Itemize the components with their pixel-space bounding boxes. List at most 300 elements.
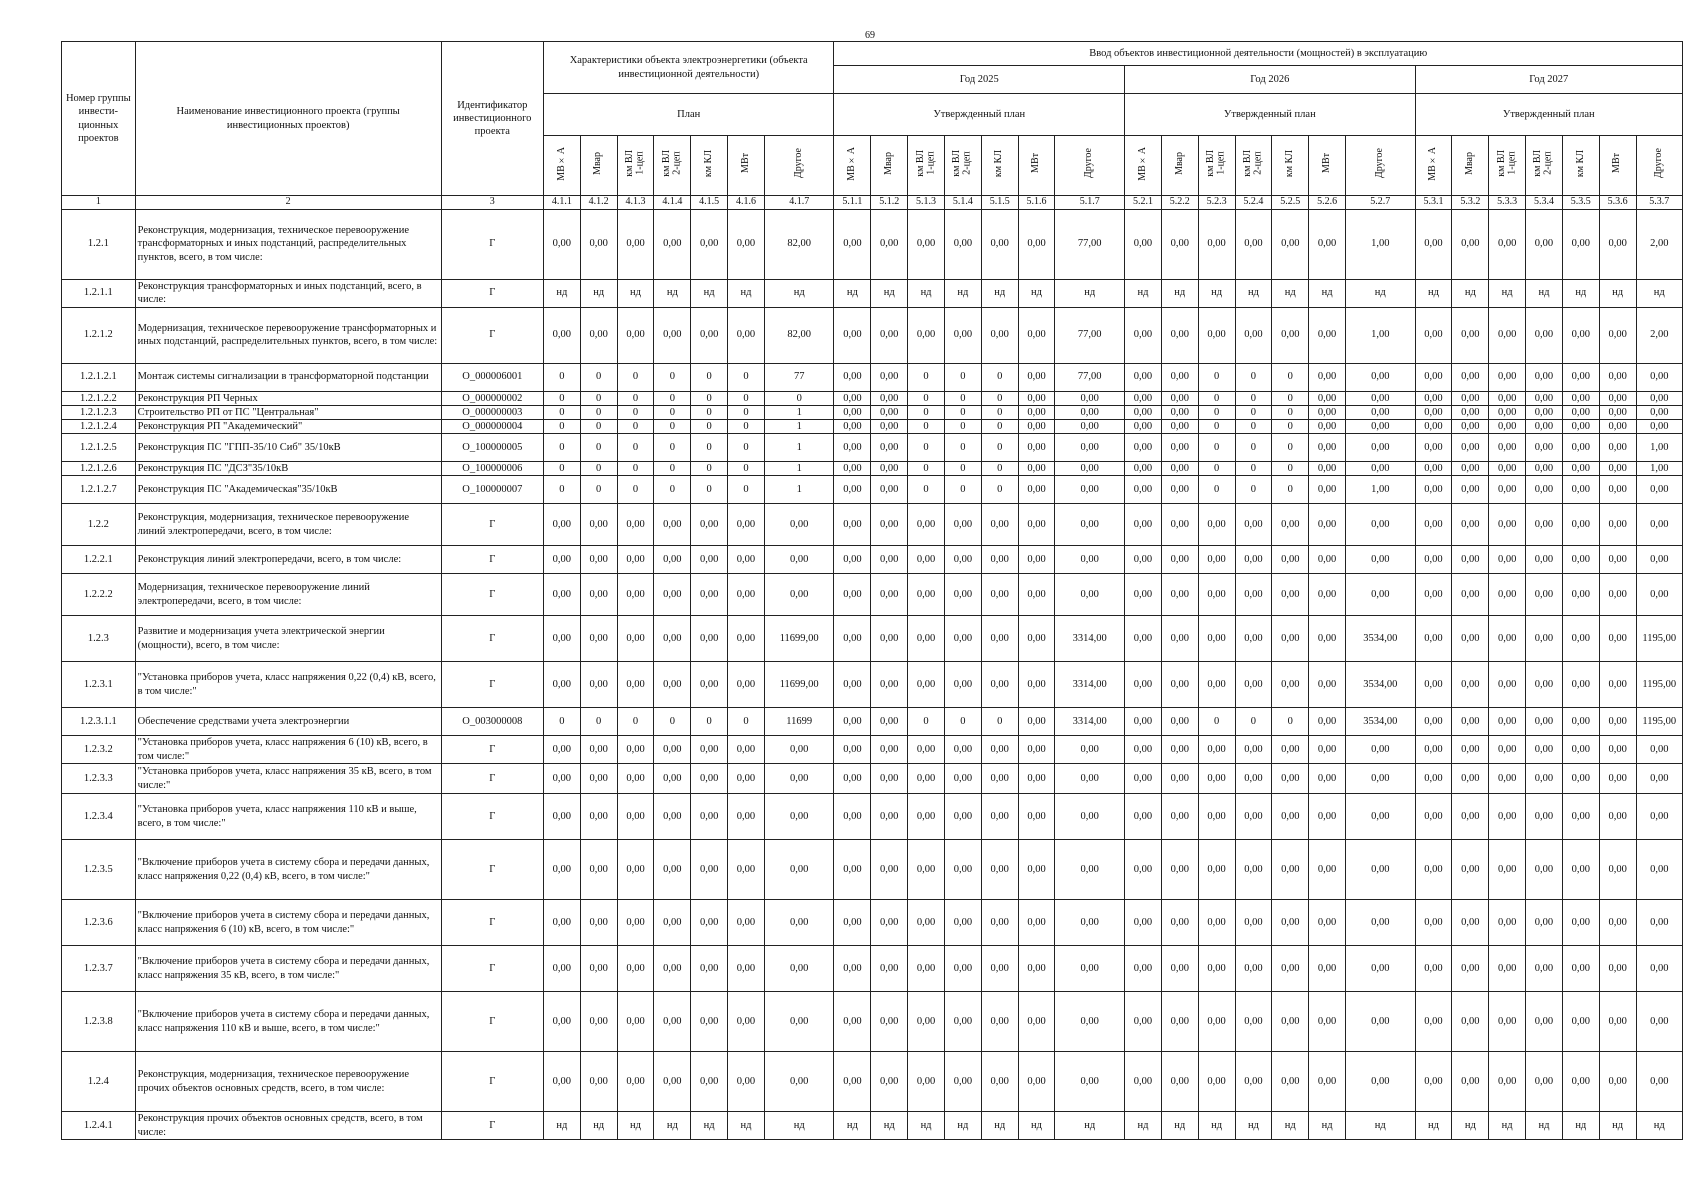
row-value-cell: 3534,00 [1346,662,1416,708]
row-project-name: Реконструкция, модернизация, техническое перевооружение трансформаторных и иных подстанций, распределительных пунктов, всего, в том числе: [135,209,441,279]
row-value-cell: 0 [691,708,728,736]
column-number: 5.1.1 [834,196,871,210]
row-value-cell: 0,00 [1198,764,1235,794]
row-value-cell: 0,00 [728,504,765,546]
row-value-cell: 0,00 [1235,900,1272,946]
column-number: 5.3.3 [1489,196,1526,210]
row-value-cell: 0,00 [1599,616,1636,662]
row-value-cell: 0,00 [871,504,908,546]
row-value-cell: 0,00 [1599,662,1636,708]
header-unit [1415,136,1452,196]
row-value-cell: 0,00 [728,662,765,708]
column-number: 1 [62,196,136,210]
row-value-cell: 0,00 [871,662,908,708]
row-value-cell: 0,00 [1489,546,1526,574]
column-number: 4.1.7 [764,196,834,210]
row-project-id: Г [441,209,543,279]
row-value-cell: 0,00 [1452,1052,1489,1112]
row-value-cell: 0,00 [654,574,691,616]
row-value-cell: 0 [617,476,654,504]
header-unit-label: МВ×А [1427,146,1439,181]
row-value-cell: 0,00 [1415,900,1452,946]
row-value-cell: 0 [1235,461,1272,475]
row-group-number: 1.2.1.2.6 [62,461,136,475]
row-project-name: Модернизация, техническое перевооружение трансформаторных и иных подстанций, распределительных пунктов, всего, в том числе: [135,307,441,363]
row-project-name: "Установка приборов учета, класс напряжения 0,22 (0,4) кВ, всего, в том числе:" [135,662,441,708]
row-value-cell: нд [617,1112,654,1140]
row-value-cell: 0,00 [1526,433,1563,461]
row-value-cell: 0,00 [1526,794,1563,840]
row-value-cell: 0,00 [1161,764,1198,794]
row-value-cell: 0,00 [1599,574,1636,616]
row-value-cell: 0,00 [1272,764,1309,794]
row-value-cell: 0,00 [871,461,908,475]
row-value-cell: 0,00 [1018,736,1055,764]
row-value-cell: 0,00 [1599,209,1636,279]
row-value-cell: 0,00 [617,209,654,279]
header-year-2027: Год 2027 [1415,66,1682,94]
row-value-cell: 0,00 [1125,461,1162,475]
row-value-cell: 0,00 [1309,476,1346,504]
row-value-cell: 0,00 [1636,736,1682,764]
row-value-cell: 0,00 [580,574,617,616]
row-value-cell: 0,00 [1235,946,1272,992]
row-value-cell: 0,00 [728,616,765,662]
row-value-cell: 0,00 [1562,209,1599,279]
header-unit-label: Другое [1374,148,1386,179]
table-row [62,900,1683,946]
row-value-cell: 0,00 [543,616,580,662]
row-value-cell: 0,00 [1055,546,1125,574]
row-group-number: 1.2.3.1 [62,662,136,708]
header-unit-label: МВ×А [555,146,567,181]
row-project-name: Развитие и модернизация учета электрической энергии (мощности), всего, в том числе: [135,616,441,662]
header-approved-plan-2025: Утвержденный план [834,94,1125,136]
row-value-cell: 0,00 [1309,363,1346,391]
row-value-cell: 77,00 [1055,363,1125,391]
row-value-cell: 0,00 [1636,504,1682,546]
row-value-cell: 0,00 [981,307,1018,363]
row-value-cell: 0,00 [1346,840,1416,900]
row-value-cell: нд [1346,1112,1416,1140]
row-value-cell: 0,00 [1599,736,1636,764]
row-value-cell: 0,00 [1018,307,1055,363]
row-project-name: "Включение приборов учета в систему сбора и передачи данных, класс напряжения 0,22 (0,4) кВ, всего, в том числе:" [135,840,441,900]
row-value-cell: 0,00 [1636,574,1682,616]
row-value-cell: 0,00 [1125,992,1162,1052]
row-value-cell: 0 [1235,433,1272,461]
row-value-cell: нд [1018,279,1055,307]
row-value-cell: 0,00 [1125,840,1162,900]
row-value-cell: 0,00 [617,840,654,900]
row-value-cell: 0,00 [691,736,728,764]
row-value-cell: 0,00 [543,900,580,946]
row-value-cell: 0,00 [691,794,728,840]
row-value-cell: 0,00 [1309,794,1346,840]
header-unit [543,136,580,196]
row-value-cell: нд [1489,279,1526,307]
row-value-cell: 0,00 [1309,405,1346,419]
header-unit-label: км КЛ [1574,149,1586,177]
row-value-cell: 0,00 [1489,391,1526,405]
row-value-cell: 0 [728,433,765,461]
table-row [62,662,1683,708]
row-value-cell: 0,00 [1235,209,1272,279]
row-value-cell: нд [1018,1112,1055,1140]
row-value-cell: 0 [1198,708,1235,736]
row-value-cell: 0 [691,419,728,433]
row-group-number: 1.2.3.8 [62,992,136,1052]
row-value-cell: 0,00 [1346,764,1416,794]
table-row [62,794,1683,840]
row-project-id: Г [441,900,543,946]
row-group-number: 1.2.3 [62,616,136,662]
row-value-cell: 0 [617,405,654,419]
row-value-cell: 0,00 [834,504,871,546]
row-value-cell: 0,00 [1198,946,1235,992]
row-project-name: "Установка приборов учета, класс напряжения 6 (10) кВ, всего, в том числе:" [135,736,441,764]
row-value-cell: 0,00 [1452,405,1489,419]
table-row [62,736,1683,764]
row-group-number: 1.2.2.2 [62,574,136,616]
row-value-cell: 0,00 [654,946,691,992]
row-value-cell: 0,00 [1309,616,1346,662]
row-value-cell: 0,00 [543,307,580,363]
row-value-cell: 0,00 [1636,992,1682,1052]
row-value-cell: 0,00 [764,1052,834,1112]
row-value-cell: 0,00 [1599,1052,1636,1112]
row-value-cell: 0,00 [1415,794,1452,840]
row-value-cell: 0,00 [834,433,871,461]
row-value-cell: 77 [764,363,834,391]
row-value-cell: 0 [1272,433,1309,461]
header-unit [1235,136,1272,196]
row-value-cell: 0,00 [1415,546,1452,574]
header-unit-label: МВт [1030,153,1042,174]
row-value-cell: 0,00 [1636,391,1682,405]
row-value-cell: 0,00 [1489,574,1526,616]
table-row [62,946,1683,992]
row-value-cell: 0,00 [834,391,871,405]
row-project-name: Обеспечение средствами учета электроэнергии [135,708,441,736]
header-unit-label: км ВЛ 1-цеп [1205,150,1227,177]
row-value-cell: 0 [1198,405,1235,419]
row-value-cell: 0,00 [944,900,981,946]
row-value-cell: 0,00 [871,794,908,840]
row-value-cell: нд [1198,1112,1235,1140]
row-value-cell: 0 [580,419,617,433]
row-value-cell: 0,00 [908,764,945,794]
row-value-cell: 0,00 [728,546,765,574]
row-project-id: Г [441,794,543,840]
row-value-cell: 0,00 [1018,1052,1055,1112]
row-value-cell: нд [1636,1112,1682,1140]
row-value-cell: 0,00 [871,546,908,574]
row-value-cell: 0,00 [1526,504,1563,546]
row-value-cell: 0,00 [1198,900,1235,946]
row-value-cell: 0,00 [1636,946,1682,992]
row-value-cell: 1195,00 [1636,616,1682,662]
row-value-cell: 0,00 [908,736,945,764]
header-unit-label: км КЛ [993,149,1005,177]
table-row [62,307,1683,363]
row-value-cell: нд [1489,1112,1526,1140]
row-value-cell: 0,00 [1055,574,1125,616]
row-value-cell: 0,00 [1415,209,1452,279]
header-plan: План [543,94,834,136]
row-project-id: O_100000007 [441,476,543,504]
row-value-cell: 0,00 [1272,946,1309,992]
row-value-cell: 0 [543,708,580,736]
row-value-cell: 0,00 [1161,461,1198,475]
row-project-name: Монтаж системы сигнализации в трансформаторной подстанции [135,363,441,391]
header-unit [1309,136,1346,196]
row-value-cell: 0,00 [1526,363,1563,391]
row-value-cell: 0,00 [944,1052,981,1112]
row-value-cell: 0,00 [728,764,765,794]
row-value-cell: 0 [617,363,654,391]
row-value-cell: 0 [944,476,981,504]
header-unit [580,136,617,196]
row-value-cell: 0,00 [1489,504,1526,546]
header-unit [834,136,871,196]
row-value-cell: 0,00 [1018,419,1055,433]
row-value-cell: 0,00 [1562,419,1599,433]
table-row [62,419,1683,433]
row-value-cell: 0,00 [834,736,871,764]
row-group-number: 1.2.1.1 [62,279,136,307]
row-value-cell: 0,00 [1161,391,1198,405]
row-project-name: Реконструкция, модернизация, техническое перевооружение линий электропередачи, всего, в том числе: [135,504,441,546]
row-value-cell: 0,00 [1055,840,1125,900]
row-value-cell: 0,00 [908,662,945,708]
row-value-cell: 0,00 [728,574,765,616]
row-value-cell: 0 [1272,419,1309,433]
row-value-cell: 0,00 [728,209,765,279]
row-value-cell: 0,00 [1562,433,1599,461]
row-value-cell: 0,00 [1309,736,1346,764]
row-value-cell: 0,00 [617,794,654,840]
row-project-name: Реконструкция РП "Академический" [135,419,441,433]
table-row [62,616,1683,662]
header-approved-plan-2027: Утвержденный план [1415,94,1682,136]
row-project-name: "Установка приборов учета, класс напряжения 110 кВ и выше, всего, в том числе:" [135,794,441,840]
column-number: 3 [441,196,543,210]
header-year-2026: Год 2026 [1125,66,1416,94]
row-value-cell: 0,00 [1309,461,1346,475]
header-unit-label: км ВЛ 2-цеп [1241,150,1264,177]
header-unit [654,136,691,196]
row-value-cell: 3314,00 [1055,616,1125,662]
row-value-cell: 0 [1198,391,1235,405]
header-project-name: Наименование инвестиционного проекта (группы инвестиционных проектов) [135,42,441,196]
row-value-cell: 0,00 [1309,574,1346,616]
row-value-cell: 0,00 [1198,736,1235,764]
row-value-cell: 0,00 [1526,476,1563,504]
row-value-cell: 0,00 [1235,574,1272,616]
row-group-number: 1.2.3.1.1 [62,708,136,736]
row-group-number: 1.2.2.1 [62,546,136,574]
table-row [62,764,1683,794]
row-value-cell: 0,00 [1599,476,1636,504]
row-value-cell: 0,00 [1489,794,1526,840]
row-value-cell: 0 [981,476,1018,504]
row-value-cell: 0,00 [944,992,981,1052]
row-value-cell: 0,00 [1055,1052,1125,1112]
row-value-cell: 77,00 [1055,209,1125,279]
row-value-cell: 0 [543,461,580,475]
table-row [62,1112,1683,1140]
row-value-cell: 0 [691,476,728,504]
row-value-cell: 0,00 [1636,764,1682,794]
row-value-cell: 0,00 [871,363,908,391]
row-value-cell: 0,00 [1599,405,1636,419]
table-row [62,992,1683,1052]
row-value-cell: 0,00 [1526,662,1563,708]
row-value-cell: 0,00 [1489,900,1526,946]
row-value-cell: 0,00 [580,900,617,946]
row-value-cell: 0,00 [944,307,981,363]
row-value-cell: 0,00 [580,662,617,708]
row-value-cell: 0,00 [1526,546,1563,574]
row-value-cell: 0 [1235,708,1272,736]
row-value-cell: 0,00 [1599,504,1636,546]
row-value-cell: 0 [580,363,617,391]
row-value-cell: 0,00 [871,708,908,736]
row-value-cell: 0 [1272,476,1309,504]
row-value-cell: 0,00 [543,574,580,616]
row-value-cell: 0,00 [834,992,871,1052]
row-value-cell: 0,00 [691,307,728,363]
row-value-cell: 0,00 [1055,794,1125,840]
row-value-cell: 0 [981,433,1018,461]
row-value-cell: 0,00 [1452,419,1489,433]
table-row [62,279,1683,307]
row-value-cell: 0 [543,405,580,419]
row-value-cell: 0,00 [834,363,871,391]
row-value-cell: 0,00 [1018,363,1055,391]
row-value-cell: 0,00 [1636,794,1682,840]
row-value-cell: 0,00 [1452,708,1489,736]
row-value-cell: 0,00 [1489,662,1526,708]
row-value-cell: нд [691,1112,728,1140]
column-number: 5.2.7 [1346,196,1416,210]
row-value-cell: 0,00 [1562,574,1599,616]
row-project-id: Г [441,279,543,307]
row-value-cell: 0,00 [1346,992,1416,1052]
row-value-cell: 0,00 [1636,419,1682,433]
row-value-cell: 0 [543,433,580,461]
row-value-cell: 0,00 [944,616,981,662]
row-value-cell: 2,00 [1636,307,1682,363]
header-unit-label: Мвар [1173,151,1185,175]
row-value-cell: 0 [617,419,654,433]
row-project-name: "Установка приборов учета, класс напряжения 35 кВ, всего, в том числе:" [135,764,441,794]
row-value-cell: 0,00 [1161,307,1198,363]
row-value-cell: 0,00 [1309,992,1346,1052]
row-value-cell: нд [1636,279,1682,307]
row-value-cell: 0,00 [1272,546,1309,574]
header-unit [1526,136,1563,196]
row-value-cell: нд [1415,1112,1452,1140]
row-value-cell: 0 [944,433,981,461]
row-value-cell: 0,00 [1309,307,1346,363]
row-value-cell: 0 [908,419,945,433]
row-value-cell: 0 [617,461,654,475]
header-unit [617,136,654,196]
row-value-cell: 0 [580,391,617,405]
row-value-cell: 0,00 [1346,574,1416,616]
row-value-cell: 0,00 [580,546,617,574]
row-value-cell: 0,00 [1018,794,1055,840]
row-value-cell: нд [1309,279,1346,307]
column-number: 5.3.2 [1452,196,1489,210]
row-value-cell: 0,00 [691,546,728,574]
row-value-cell: 0,00 [654,1052,691,1112]
row-value-cell: нд [981,1112,1018,1140]
row-value-cell: 0,00 [1018,461,1055,475]
row-value-cell: нд [654,279,691,307]
column-number: 4.1.4 [654,196,691,210]
row-value-cell: 0,00 [871,946,908,992]
header-unit-label: км ВЛ 2-цеп [951,150,973,177]
investment-projects-table [61,41,1683,1140]
row-value-cell: 0,00 [1562,476,1599,504]
row-value-cell: 0,00 [871,209,908,279]
header-unit [1562,136,1599,196]
row-value-cell: 1,00 [1346,476,1416,504]
row-value-cell: 0,00 [1198,307,1235,363]
header-unit-label: Мвар [882,151,894,175]
row-value-cell: нд [1125,1112,1162,1140]
row-value-cell: нд [764,1112,834,1140]
row-value-cell: 0 [543,363,580,391]
row-value-cell: 0,00 [834,405,871,419]
row-value-cell: 0,00 [1235,504,1272,546]
header-characteristics: Характеристики объекта электроэнергетики (объекта инвестиционной деятельности) [543,42,834,94]
row-value-cell: 0,00 [617,946,654,992]
header-unit-label: км ВЛ 1-цеп [914,150,937,177]
column-number: 5.3.7 [1636,196,1682,210]
row-value-cell: 0,00 [1018,946,1055,992]
page-number: 69 [865,30,875,41]
row-value-cell: 0,00 [617,764,654,794]
row-value-cell: 0,00 [654,736,691,764]
row-project-id: Г [441,662,543,708]
row-value-cell: 3314,00 [1055,708,1125,736]
row-value-cell: 0,00 [1415,992,1452,1052]
row-value-cell: 0,00 [871,992,908,1052]
row-value-cell: 0,00 [908,307,945,363]
row-value-cell: 0,00 [1452,391,1489,405]
row-group-number: 1.2.3.3 [62,764,136,794]
row-value-cell: 2,00 [1636,209,1682,279]
row-value-cell: 0,00 [1125,419,1162,433]
header-project-id: Идентификатор инвестиционного проекта [441,42,543,196]
row-value-cell: 0,00 [1452,461,1489,475]
row-value-cell: 0,00 [1599,461,1636,475]
row-value-cell: 0,00 [1125,209,1162,279]
row-value-cell: 0,00 [1125,662,1162,708]
row-value-cell: 0,00 [728,1052,765,1112]
row-value-cell: 0,00 [764,546,834,574]
row-value-cell: 0,00 [834,764,871,794]
row-value-cell: 0,00 [1161,405,1198,419]
row-group-number: 1.2.1.2.2 [62,391,136,405]
row-value-cell: 0,00 [1198,616,1235,662]
row-value-cell: 0,00 [654,764,691,794]
row-value-cell: 0,00 [1452,574,1489,616]
